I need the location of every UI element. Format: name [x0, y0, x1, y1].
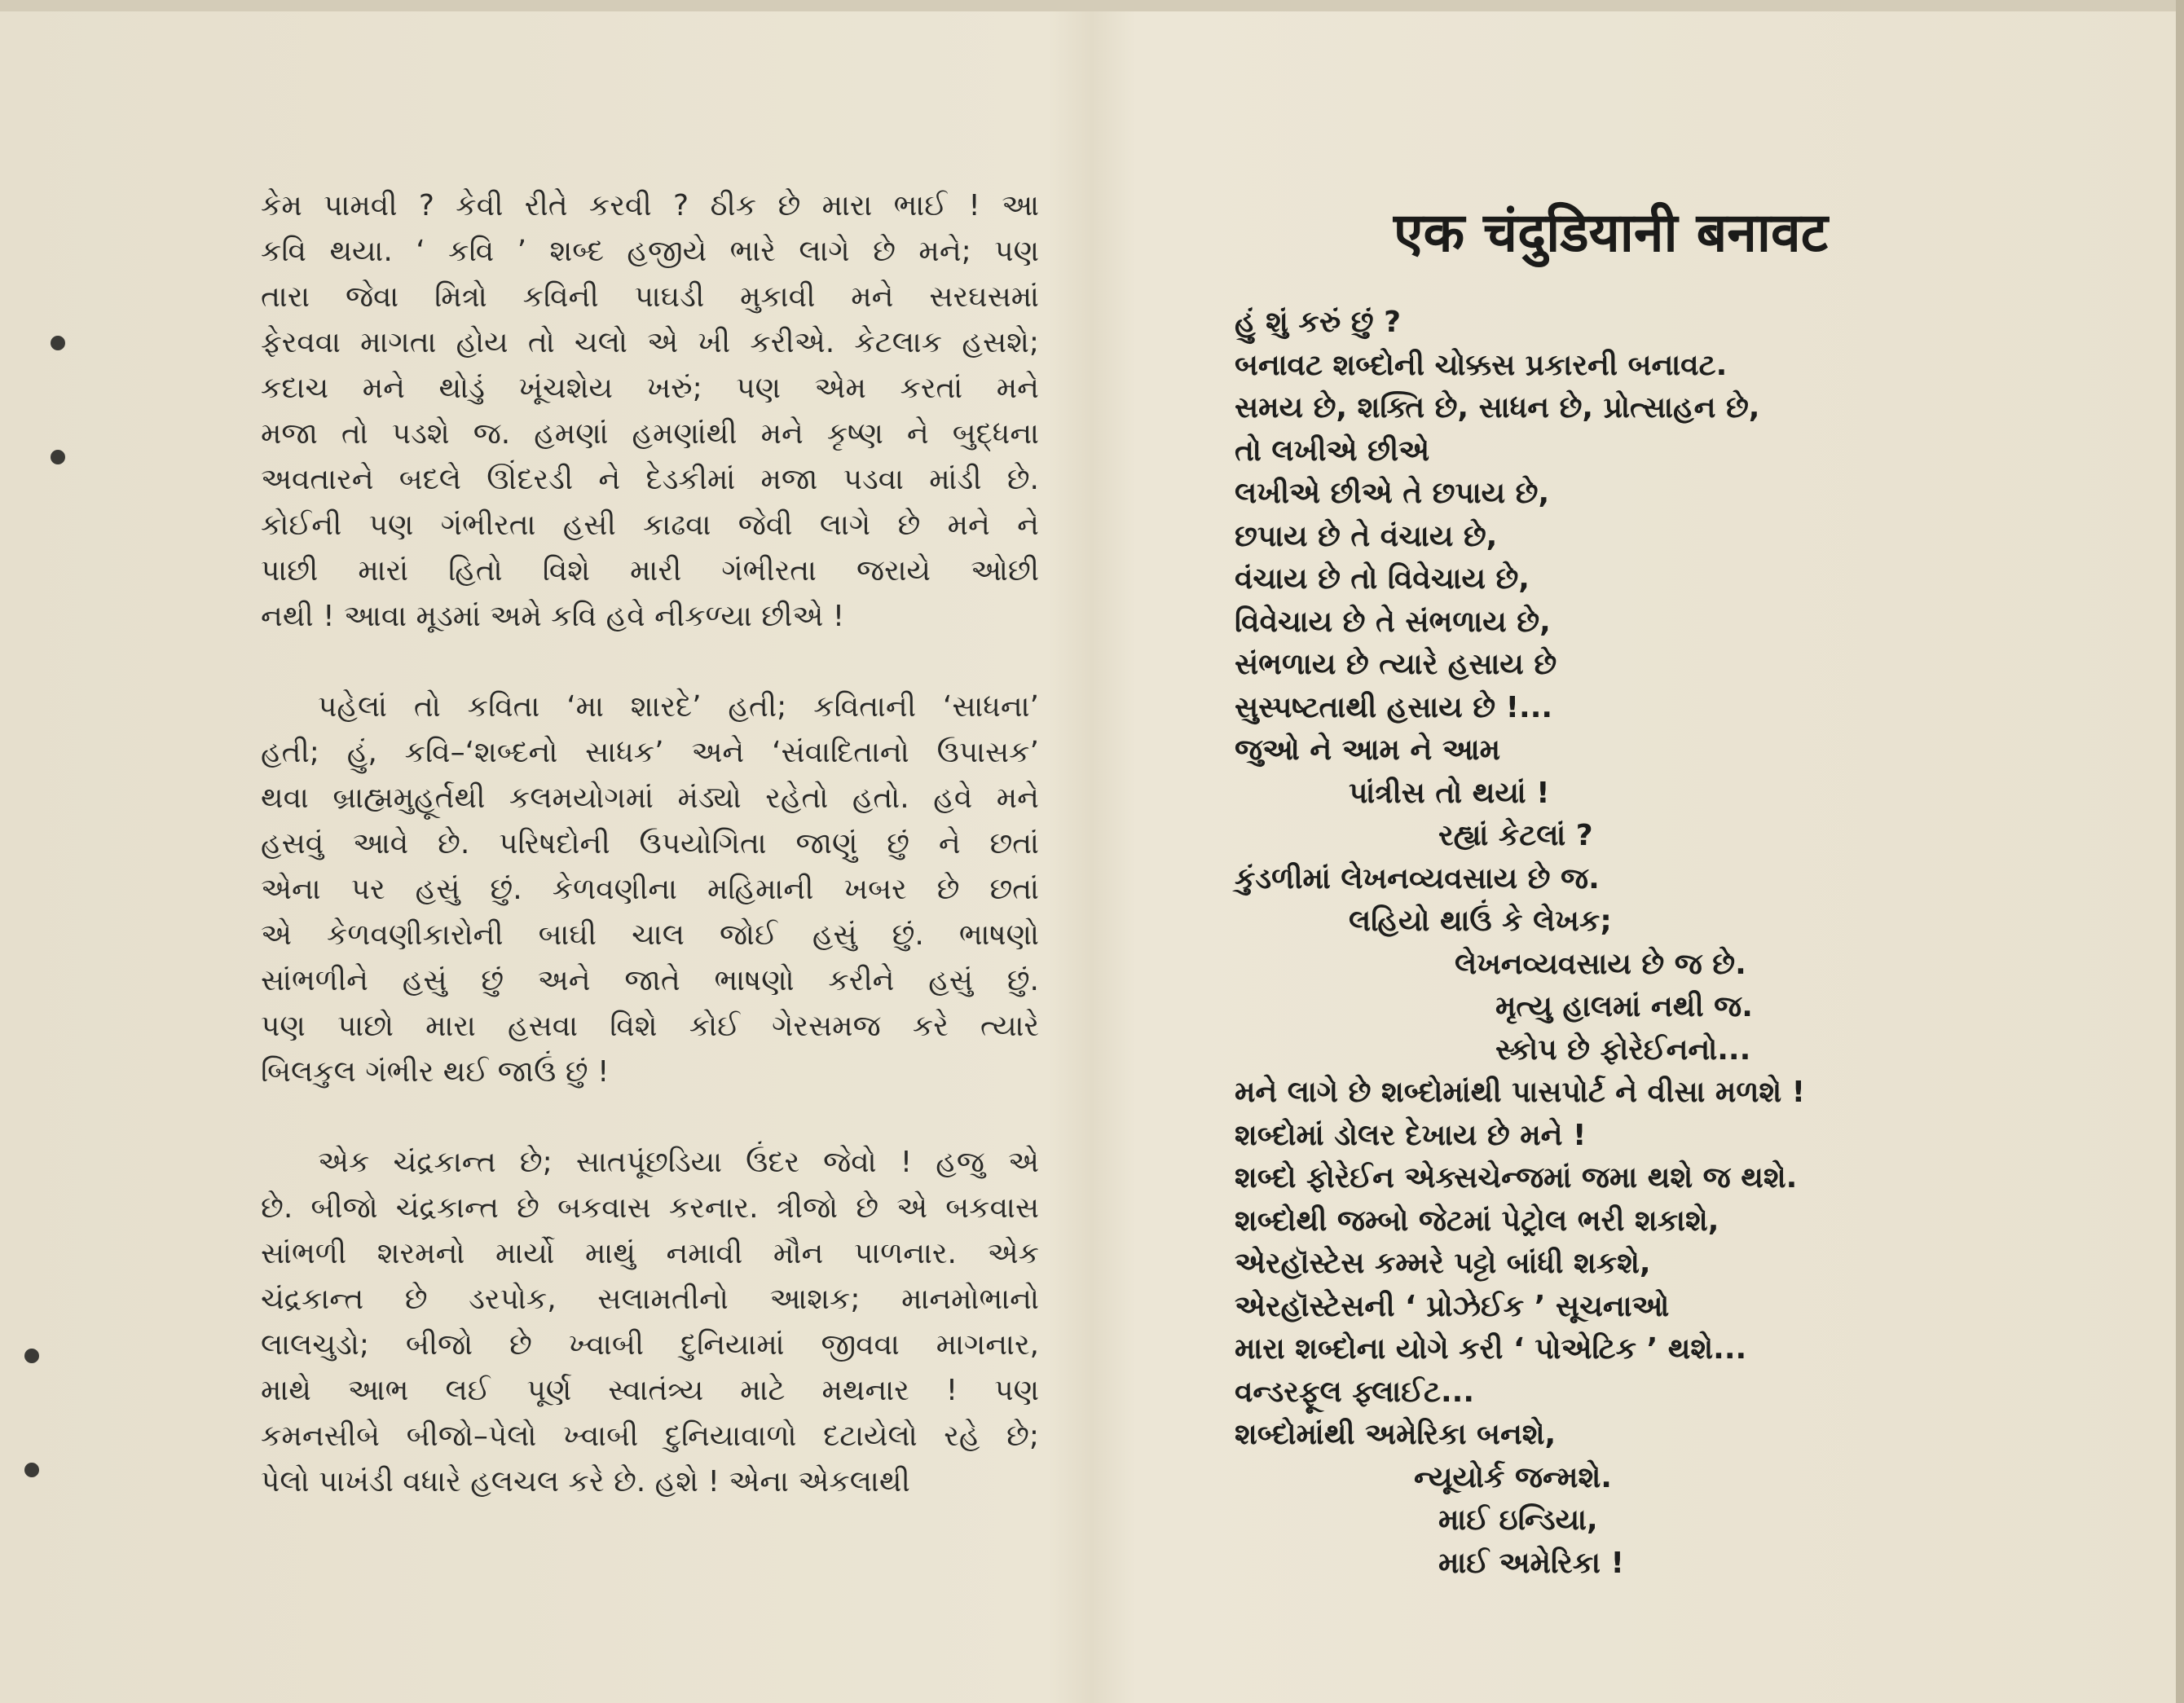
poem-line: શબ્દો ફોરેઈન એક્સચેન્જમાં જમા થશે જ થશે.	[1235, 1161, 1798, 1195]
text-line: હસવું આવે છે. પરિષદોની ઉપયોગિતા જાણું છું ને છતાં	[261, 827, 1039, 860]
text-line: કવિ થયા. ‘ કવિ ’ શબ્દ હજીયે ભારે લાગે છે મને; પણ	[261, 235, 1039, 268]
binding-hole	[51, 336, 65, 350]
text-line: ફેરવવા માગતા હોય તો ચલો એ ખી કરીએ. કેટલાક હસશે;	[261, 326, 1039, 359]
text-line: કેમ પામવી ? કેવી રીતે કરવી ? ઠીક છે મારા ભાઈ ! આ	[261, 189, 1039, 222]
poem-line: સંભળાય છે ત્યારે હસાય છે	[1235, 648, 1557, 681]
poem-line: સુસ્પષ્ટતાથી હસાય છે !...	[1235, 690, 1553, 724]
poem-line: સ્કોપ છે ફોરેઈનનો...	[1495, 1032, 1751, 1067]
poem-line: એરહૉસ્ટેસની ‘ પ્રોઝેઈક ’ સૂચનાઓ	[1235, 1289, 1670, 1323]
text-line: માથે આભ લઈ પૂર્ણ સ્વાતંત્ર્ય માટે મથનાર ! પણ	[261, 1374, 1039, 1407]
poem-line: સમય છે, શક્તિ છે, સાધન છે, પ્રોત્સાહન છે,	[1235, 391, 1760, 425]
paragraph	[261, 183, 1039, 640]
poem-line: લેખનવ્યવસાય છે જ છે.	[1455, 947, 1746, 981]
poem-line: પાંત્રીસ તો થયાં !	[1349, 776, 1550, 810]
poem-line: શબ્દોથી જમ્બો જેટમાં પેટ્રોલ ભરી શકાશે,	[1235, 1204, 1719, 1238]
poem-line: મારા શબ્દોના યોગે કરી ‘ પોએટિક ’ થશે...	[1235, 1332, 1747, 1366]
poem-line: શબ્દોમાંથી અમેરિકા બનશે,	[1235, 1418, 1557, 1451]
text-line: બિલકુલ ગંભીર થઈ જાઉં છું !	[261, 1055, 610, 1089]
poem-body	[1235, 301, 2017, 1585]
page-top-edge	[0, 0, 2184, 11]
text-line: થવા બ્રાહ્મમુહૂર્તથી કલમયોગમાં મંડ્યો રહેતો હતો. હવે મને	[261, 781, 1039, 815]
poem-line: હું શું કરું છું ?	[1235, 306, 1401, 339]
text-line: કદાચ મને થોડું ખૂંચશેય ખરું; પણ એમ કરતાં મને	[261, 372, 1039, 405]
poem-line: તો લખીએ છીએ	[1235, 433, 1430, 468]
text-line: હતી; હું, કવિ–‘શબ્દનો સાધક’ અને ‘સંવાદિતાનો ઉપાસક’	[261, 736, 1039, 769]
text-line: પણ પાછો મારા હસવા વિશે કોઈ ગેરસમજ કરે ત્યારે	[261, 1010, 1039, 1043]
poem-line: વંચાય છે તો વિવેચાય છે,	[1235, 562, 1530, 596]
poem-line: લખીએ છીએ તે છપાય છે,	[1235, 477, 1550, 510]
poem-line: મૃત્યુ હાલમાં નથી જ.	[1495, 990, 1753, 1023]
text-line: એક ચંદ્રકાન્ત છે; સાતપૂંછડિયા ઉંદર જેવો ! હજુ એ	[318, 1146, 1039, 1179]
paragraph	[261, 684, 1039, 1095]
text-line: છે. બીજો ચંદ્રકાન્ત છે બકવાસ કરનાર. ત્રીજો છે એ બકવાસ	[261, 1191, 1039, 1225]
text-line: એના પર હસું છું. કેળવણીના મહિમાની ખબર છે છતાં	[261, 873, 1039, 906]
poem-line: લહિયો થાઉં કે લેખક;	[1349, 904, 1612, 938]
text-line: સાંભળી શરમનો માર્યો માથું નમાવી મૌન પાળનાર. એક	[261, 1237, 1039, 1270]
poem-line: કુંડળીમાં લેખનવ્યવસાય છે જ.	[1235, 861, 1600, 896]
text-line: કોઈની પણ ગંભીરતા હસી કાઢવા જેવી લાગે છે મને ને	[261, 508, 1039, 542]
text-line: નથી ! આવા મૂડમાં અમે કવિ હવે નીકળ્યા છીએ !	[261, 600, 845, 633]
page-right-edge	[2176, 0, 2184, 1703]
binding-hole	[24, 1463, 39, 1477]
text-line: કમનસીબે બીજો–પેલો ખ્વાબી દુનિયાવાળો દટાયેલો રહે છે;	[261, 1419, 1039, 1453]
text-line: મજા તો પડશે જ. હમણાં હમણાંથી મને કૃષ્ણ ને બુદ્ધના	[261, 417, 1039, 451]
text-line: અવતારને બદલે ઊંદરડી ને દેડકીમાં મજા પડવા માંડી છે.	[261, 463, 1039, 496]
text-line: તારા જેવા મિત્રો કવિની પાઘડી મુકાવી મને સરઘસમાં	[261, 280, 1039, 314]
poem-line: બનાવટ શબ્દોની ચોક્કસ પ્રકારની બનાવટ.	[1235, 348, 1728, 382]
poem-title: एक चंदुडियानी बनावट	[1394, 201, 1828, 264]
poem-line: જુઓ ને આમ ને આમ	[1235, 733, 1501, 767]
poem-line: વન્ડરફૂલ ફ્લાઈટ...	[1235, 1375, 1475, 1409]
poem-line: રહ્યાં કેટલાં ?	[1438, 819, 1593, 852]
text-line: સાંભળીને હસું છું અને જાતે ભાષણો કરીને હસું છું.	[261, 964, 1039, 997]
text-line: લાલચુડો; બીજો છે ખ્વાબી દુનિયામાં જીવવા માગનાર,	[261, 1328, 1039, 1362]
binding-hole	[24, 1349, 39, 1363]
poem-line: વિવેચાય છે તે સંભળાય છે,	[1235, 605, 1551, 639]
paragraph	[261, 1140, 1039, 1505]
poem-line: છપાય છે તે વંચાય છે,	[1235, 519, 1498, 553]
poem-line: માઈ અમેરિકા !	[1438, 1546, 1624, 1580]
poem-line: મને લાગે છે શબ્દોમાંથી પાસપોર્ટ ને વીસા મળશે !	[1235, 1076, 1806, 1109]
poem-line: શબ્દોમાં ડોલર દેખાય છે મને !	[1235, 1118, 1587, 1152]
text-line: એ કેળવણીકારોની બાઘી ચાલ જોઈ હસું છું. ભાષણો	[261, 918, 1039, 952]
poem-line: એરહૉસ્ટેસ કમ્મરે પટ્ટો બાંધી શકશે,	[1235, 1247, 1651, 1280]
left-page-text	[261, 183, 1039, 1550]
binding-hole	[51, 450, 65, 464]
text-line: પહેલાં તો કવિતા ‘મા શારદે’ હતી; કવિતાની ‘સાધના’	[318, 690, 1039, 724]
poem-line: ન્યૂયોર્ક જન્મશે.	[1414, 1460, 1612, 1494]
text-line: પેલો પાખંડી વધારે હલચલ કરે છે. હશે ! એના એકલાથી	[261, 1465, 910, 1498]
poem-line: માઈ ઇન્ડિયા,	[1438, 1503, 1598, 1537]
text-line: પાછી મારાં હિતો વિશે મારી ગંભીરતા જરાયે ઓછી	[261, 554, 1039, 587]
text-line: ચંદ્રકાન્ત છે ડરપોક, સલામતીનો આશક; માનમોભાનો	[261, 1283, 1039, 1316]
